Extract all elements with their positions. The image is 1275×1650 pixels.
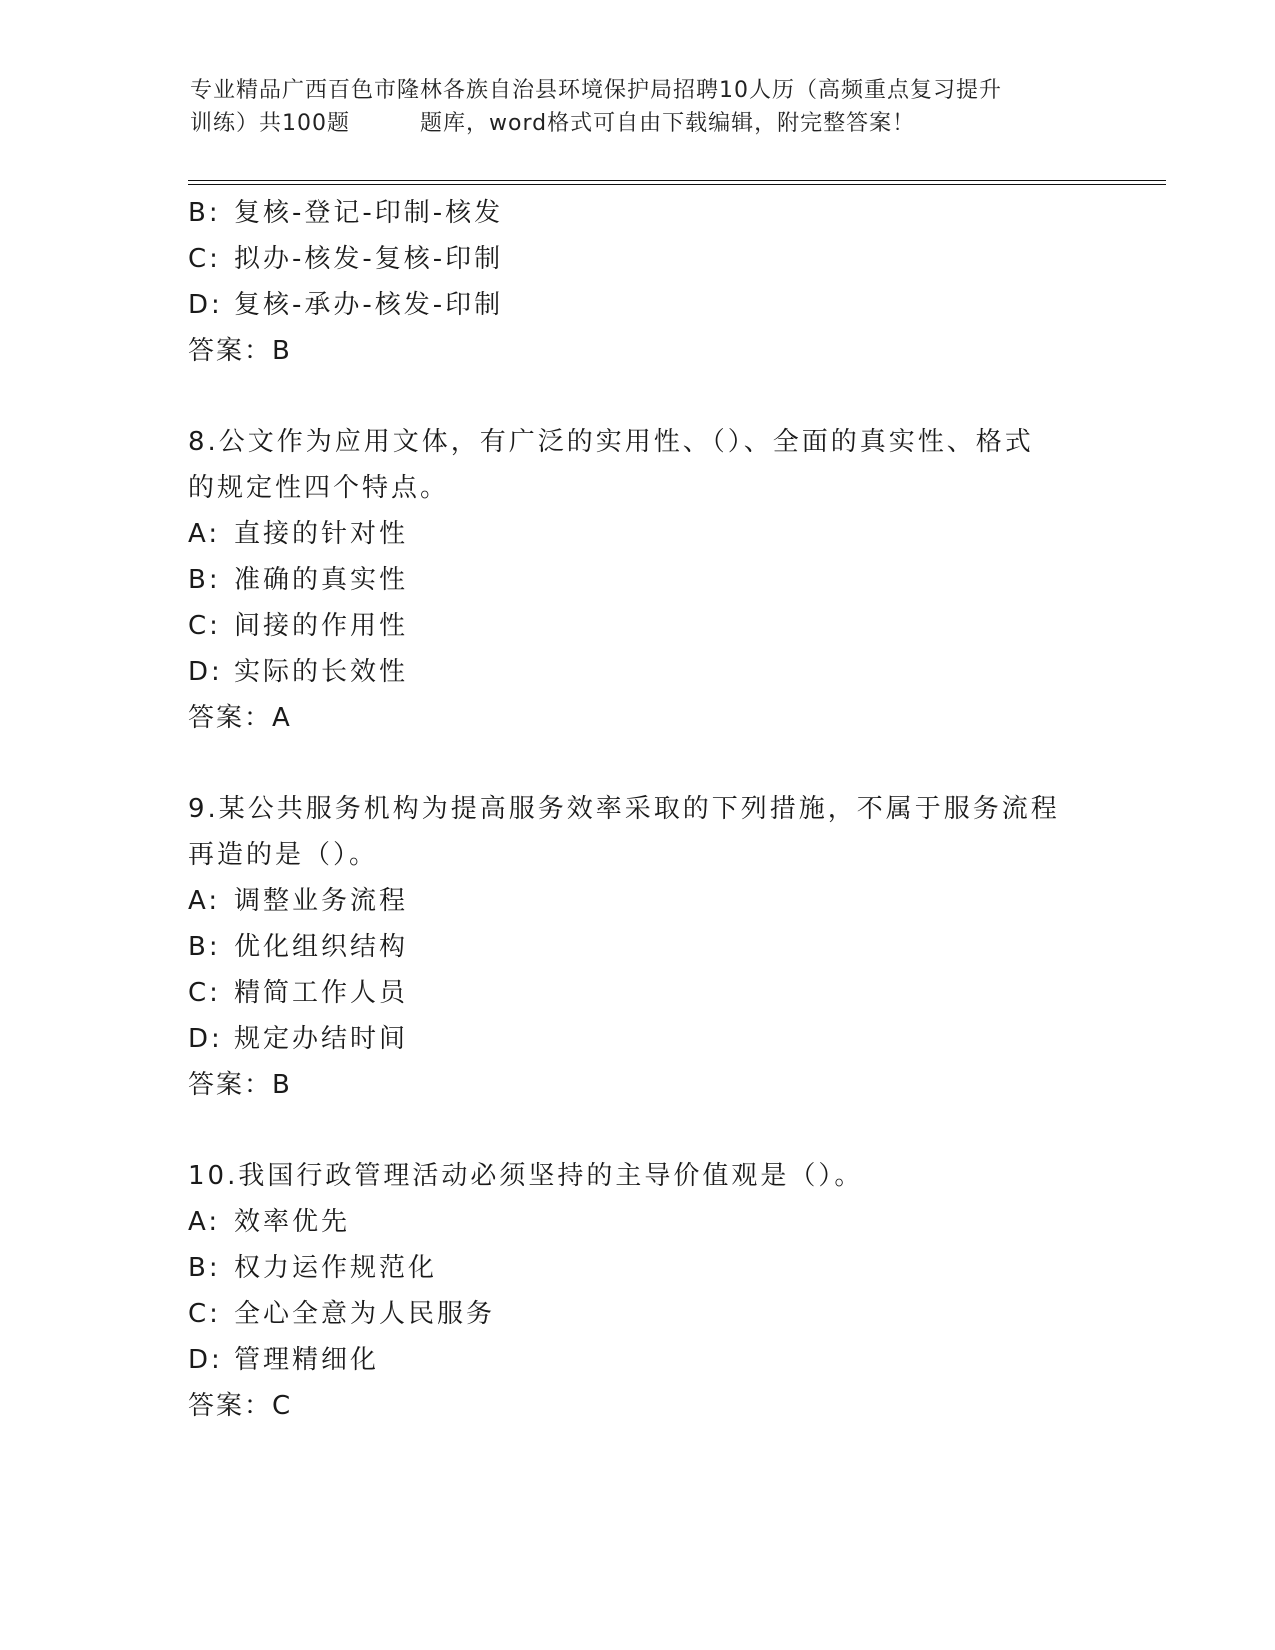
option-letter: D: — [188, 290, 223, 320]
option-b — [188, 190, 1088, 236]
document-body — [188, 190, 1088, 1429]
question-9 — [188, 786, 1088, 1108]
question-text-line-1: 8.公文作为应用文体，有广泛的实用性、（）、全面的真实性、格式 — [188, 427, 1034, 457]
option-d — [188, 282, 1088, 328]
option-text: 优化组织结构 — [234, 932, 409, 962]
header-title-line-2-part-2: 题库，word格式可自由下载编辑，附完整答案！ — [420, 111, 916, 136]
option-text: 调整业务流程 — [234, 886, 409, 916]
option-text: 实际的长效性 — [234, 657, 409, 687]
option-letter: B: — [188, 565, 221, 595]
answer: 答案：B — [188, 1070, 292, 1100]
question-text-line-1: 10.我国行政管理活动必须坚持的主导价值观是（）。 — [188, 1161, 864, 1191]
option-text: 间接的作用性 — [234, 611, 409, 641]
option-c — [188, 1291, 1088, 1337]
option-text: 直接的针对性 — [234, 519, 409, 549]
option-letter: D: — [188, 657, 223, 687]
option-a — [188, 511, 1088, 557]
option-d — [188, 649, 1088, 695]
option-letter: D: — [188, 1024, 223, 1054]
option-text: 拟办-核发-复核-印制 — [234, 244, 504, 274]
question-text-line-1: 9.某公共服务机构为提高服务效率采取的下列措施，不属于服务流程 — [188, 794, 1060, 824]
option-letter: A: — [188, 1207, 221, 1237]
question-text-line-2: 再造的是（）。 — [188, 840, 379, 870]
option-letter: B: — [188, 1253, 221, 1283]
option-a — [188, 1199, 1088, 1245]
option-letter: C: — [188, 244, 221, 274]
option-a — [188, 878, 1088, 924]
header-title-line-1: 专业精品广西百色市隆林各族自治县环境保护局招聘10人历（高频重点复习提升 — [190, 78, 1002, 103]
option-c — [188, 236, 1088, 282]
option-text: 效率优先 — [234, 1207, 351, 1237]
option-letter: C: — [188, 1299, 221, 1329]
option-text: 复核-登记-印制-核发 — [234, 198, 504, 228]
question-10 — [188, 1153, 1088, 1429]
option-letter: B: — [188, 932, 221, 962]
option-text: 管理精细化 — [234, 1345, 380, 1375]
header-title-line-2-part-1: 训练）共100题 — [190, 111, 350, 136]
option-c — [188, 970, 1088, 1016]
option-text: 精简工作人员 — [234, 978, 409, 1008]
question-text-line-2: 的规定性四个特点。 — [188, 473, 450, 503]
answer: 答案：B — [188, 336, 292, 366]
option-d — [188, 1337, 1088, 1383]
option-text: 权力运作规范化 — [234, 1253, 438, 1283]
header-title-line-2 — [190, 107, 1090, 140]
option-d — [188, 1016, 1088, 1062]
option-letter: A: — [188, 886, 221, 916]
option-letter: C: — [188, 611, 221, 641]
option-b — [188, 924, 1088, 970]
question-8 — [188, 419, 1088, 741]
answer: 答案：C — [188, 1391, 293, 1421]
header-divider — [188, 180, 1166, 185]
option-b — [188, 557, 1088, 603]
option-letter: D: — [188, 1345, 223, 1375]
page-header — [190, 74, 1090, 140]
option-text: 规定办结时间 — [234, 1024, 409, 1054]
option-text: 准确的真实性 — [234, 565, 409, 595]
option-letter: A: — [188, 519, 221, 549]
option-text: 复核-承办-核发-印制 — [234, 290, 504, 320]
option-b — [188, 1245, 1088, 1291]
option-text: 全心全意为人民服务 — [234, 1299, 496, 1329]
question-7-tail — [188, 190, 1088, 374]
answer: 答案：A — [188, 703, 292, 733]
option-letter: B: — [188, 198, 221, 228]
option-c — [188, 603, 1088, 649]
option-letter: C: — [188, 978, 221, 1008]
